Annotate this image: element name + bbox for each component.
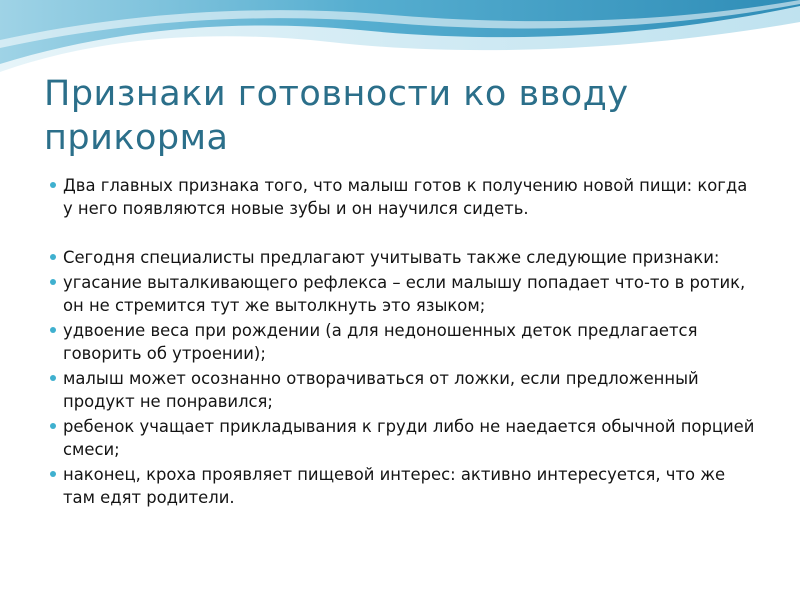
list-item (50, 174, 760, 220)
bullet-icon (50, 279, 56, 285)
list-item-text: Два главных признака того, что малыш готов к получению новой пищи: когда у него появляются новые зубы и он научился сидеть. (63, 176, 748, 218)
list-item (50, 463, 760, 509)
list-item (50, 271, 760, 317)
list-item-text: малыш может осознанно отворачиваться от ложки, если предложенный продукт не понравился; (63, 369, 699, 411)
bullet-icon (50, 375, 56, 381)
bullet-icon (50, 327, 56, 333)
list-item (50, 246, 760, 269)
list-item-text: ребенок учащает прикладывания к груди либо не наедается обычной порцией смеси; (63, 417, 755, 459)
list-item (50, 319, 760, 365)
list-item-text: наконец, кроха проявляет пищевой интерес: активно интересуется, что же там едят родители. (63, 465, 726, 507)
bullet-list (50, 174, 760, 511)
list-item-text: Сегодня специалисты предлагают учитывать также следующие признаки: (63, 248, 720, 267)
list-item (50, 415, 760, 461)
list-item (50, 367, 760, 413)
bullet-icon (50, 182, 56, 188)
bullet-icon (50, 254, 56, 260)
list-item-text: угасание выталкивающего рефлекса – если малышу попадает что-то в ротик, он не стремится тут же вытолкнуть это языком; (63, 273, 746, 315)
bullet-icon (50, 471, 56, 477)
bullet-icon (50, 423, 56, 429)
list-item-text: удвоение веса при рождении (а для недоношенных деток предлагается говорить об утроении); (63, 321, 698, 363)
slide-title: Признаки готовности ко вводу прикорма (44, 74, 629, 158)
